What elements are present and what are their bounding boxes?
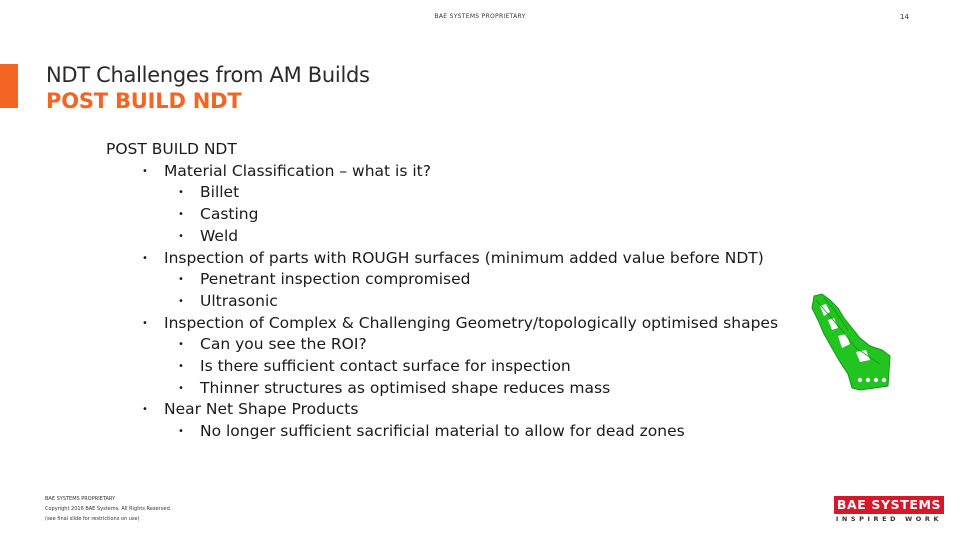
- bullet-item: • Inspection of parts with ROUGH surfaces (minimum added value before NDT): [106, 248, 806, 270]
- sub-bullet-item: • Can you see the ROI?: [106, 334, 806, 356]
- sub-bullet-item: • Is there sufficient contact surface for inspection: [106, 356, 806, 378]
- footer-classification: BAE SYSTEMS PROPRIETARY: [45, 496, 116, 502]
- classification-header: BAE SYSTEMS PROPRIETARY: [434, 13, 526, 20]
- logo-tagline: INSPIRED WORK: [835, 515, 943, 523]
- bullet-item: • Inspection of Complex & Challenging Geometry/topologically optimised shapes: [106, 313, 806, 335]
- footer-restrictions: (see final slide for restrictions on use): [45, 516, 140, 522]
- bullet-item: • Near Net Shape Products: [106, 399, 806, 421]
- bullet-dot-icon: •: [178, 209, 184, 221]
- bullet-dot-icon: •: [178, 295, 184, 307]
- bullet-dot-icon: •: [178, 339, 184, 351]
- sub-bullet-item: • Ultrasonic: [106, 291, 806, 313]
- slide-subtitle: POST BUILD NDT: [46, 89, 242, 113]
- bullet-dot-icon: •: [178, 187, 184, 199]
- footer-legal: [45, 494, 171, 524]
- content-heading: POST BUILD NDT: [106, 140, 237, 158]
- sub-bullet-item: • Penetrant inspection compromised: [106, 269, 806, 291]
- footer-copyright: Copyright 2016 BAE Systems. All Rights Reserved.: [45, 506, 172, 512]
- bullet-dot-icon: •: [142, 317, 148, 329]
- sub-bullet-item: • Thinner structures as optimised shape reduces mass: [106, 378, 806, 400]
- bullet-content: [106, 139, 806, 443]
- sub-bullet-item: • No longer sufficient sacrificial material to allow for dead zones: [106, 421, 806, 443]
- page-number: 14: [900, 13, 909, 21]
- sub-bullet-item: • Billet: [106, 182, 806, 204]
- bae-systems-logo: [834, 496, 944, 526]
- bullet-dot-icon: •: [178, 274, 184, 286]
- logo-wordmark: BAE SYSTEMS: [834, 496, 944, 514]
- bullet-dot-icon: •: [142, 404, 148, 416]
- slide-title: NDT Challenges from AM Builds: [46, 63, 370, 87]
- bullet-dot-icon: •: [178, 361, 184, 373]
- bullet-dot-icon: •: [178, 382, 184, 394]
- bullet-item: • Material Classification – what is it?: [106, 161, 806, 183]
- bullet-dot-icon: •: [178, 230, 184, 242]
- sub-bullet-item: • Casting: [106, 204, 806, 226]
- bullet-list: [106, 161, 806, 443]
- bullet-dot-icon: •: [142, 165, 148, 177]
- bullet-dot-icon: •: [142, 252, 148, 264]
- topology-optimised-part-icon: [800, 290, 900, 400]
- bullet-dot-icon: •: [178, 426, 184, 438]
- sub-bullet-item: • Weld: [106, 226, 806, 248]
- title-accent-bar: [0, 64, 18, 108]
